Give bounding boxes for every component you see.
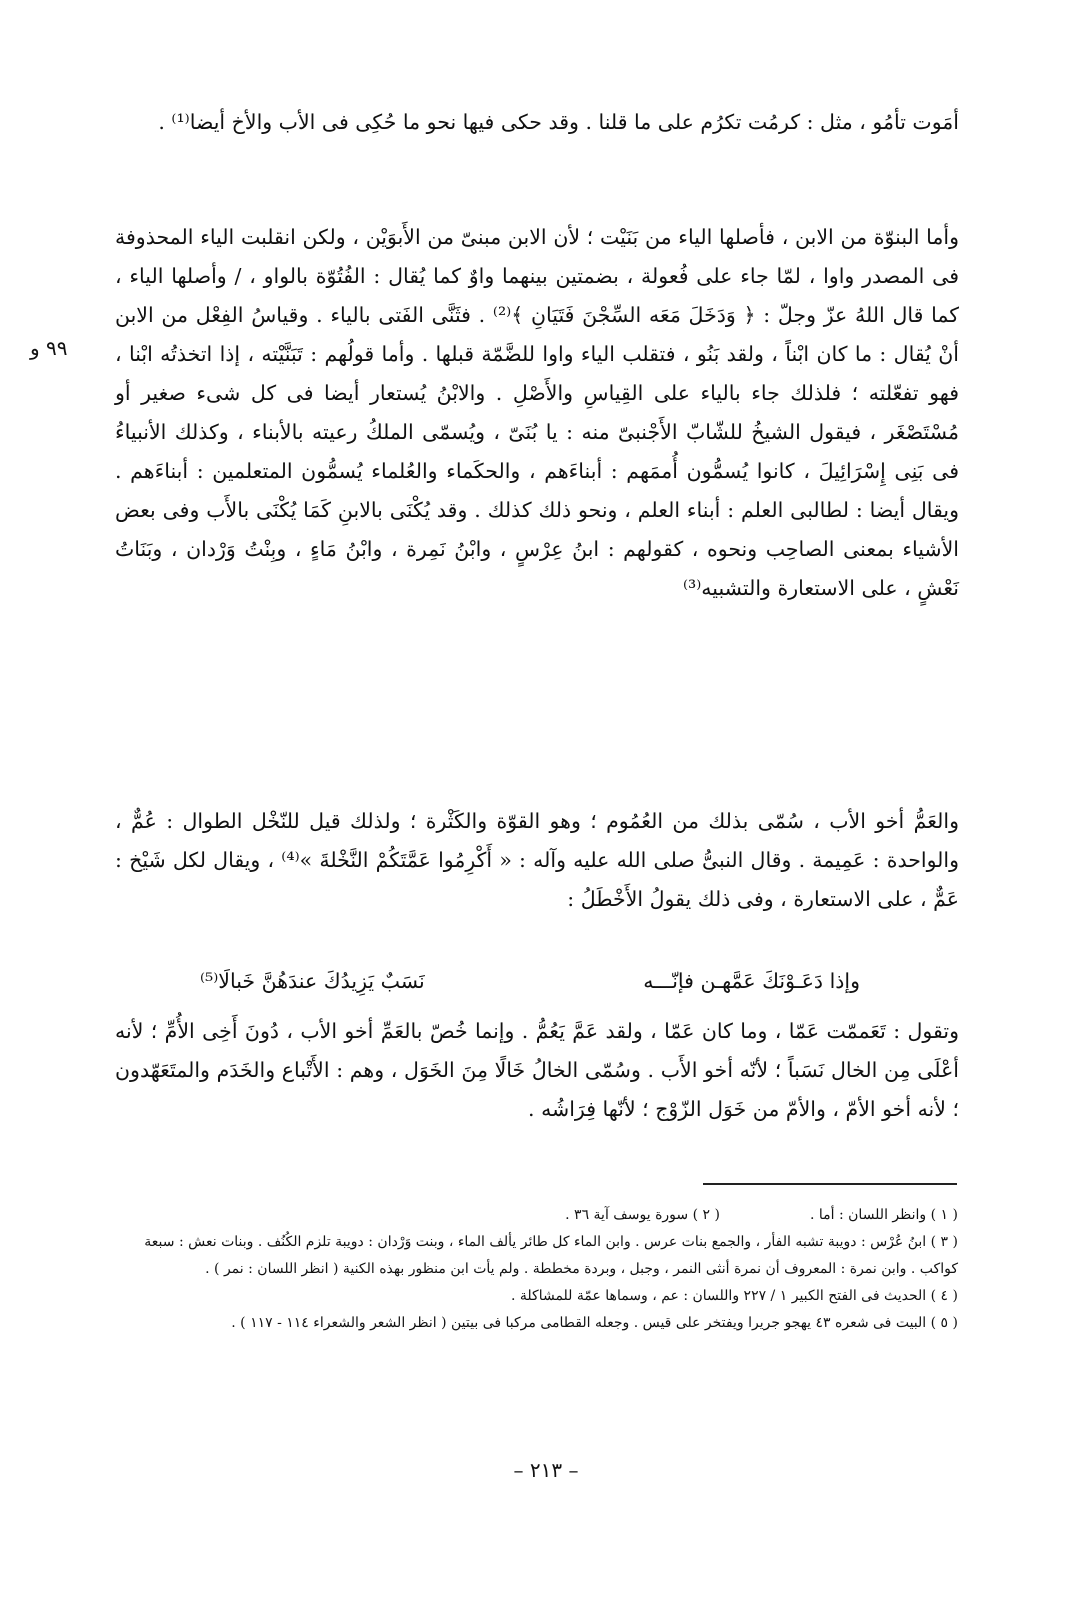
page-number: – ٢١٣ –: [513, 1458, 579, 1482]
manuscript-folio-note: ٩٩ و: [30, 336, 68, 360]
paragraph-2-text: وأما البنوّة من الابن ، فأصلها الياء من بَنَيْت ؛ لأن الابن مبنىّ من الأَبوَيْن ، ولكن انقلبت الياء المحذوفة فى المصدر واوا ، لمّا جاء على فُعولة ، بضمتين بينهما واوٌ كما يُقال : الفُتُوّة بالواو ، / وأصلها الياء ، كما قال اللهُ عزّ وجلّ : ﴿ وَدَخَلَ مَعَه السِّجْنَ فَتَيَانِ ﴾⁽²⁾ . فثَنَّى الفَتى بالياء . وقياسُ الفِعْل من الابن أنْ يُقال : ما كان ابْناً ، ولقد بَنُو ، فتقلب الياء واوا للضَّمّة قبلها . وأما قولُهم : تَبَنَّيْته ، إذا اتخذتُه ابْنا ، فهو تفعّلته ؛ فلذلك جاء بالياء على القِياسِ والأَصْلِ . والابْنُ يُستعار أيضا فى كل شىء صغير أو مُسْتَصْغَر ، فيقول الشيخُ للشّابّ الأَجْنبىّ منه : يا بُنَىّ ، ويُسمّى الملكُ رعيته بالأبناء ، وكذلك الأنبياءُ فى بَنِى إِسْرَائِيلَ ، كانوا يُسمُّون أُممَهم : أبناءَهم ، والحكَماء والعُلماء يُسمُّون المتعلمين : أبناءَهم . ويقال أيضا : لطالبى العلم : أبناء العلم ، ونحو ذلك كذلك . وقد يُكْنَى بالابنِ كَمَا يُكْنَى بالأَب وفى بعض الأشياء بمعنى الصاحِب ونحوه ، كقولهم : ابنُ عِرْسٍ ، وابْنُ نَمِرة ، وابْنُ مَاءٍ ، وبِنْتُ وَرْدان ، وبَنَاتُ نَعْشٍ ، على الاستعارة والتشبيه⁽³⁾: [115, 225, 959, 600]
paragraph-2: [115, 218, 959, 608]
paragraph-1-text: أمَوت تأمُو ، مثل : كرمُت تكرُم على ما قلنا . وقد حكى فيها نحو ما حُكِى فى الأب والأخ أيضا⁽¹⁾ .: [158, 110, 959, 134]
verse-second-hemistich: نَسَبٌ يَزِيدُكَ عندَهُنَّ خَبالَا⁽⁵⁾: [200, 969, 425, 993]
footnote-2: ( ٢ ) سورة يوسف آية ٣٦ .: [565, 1207, 720, 1223]
footnote-5: ( ٥ ) البيت فى شعره ٤٣ يهجو جريرا ويفتخر على قيس . وجعله القطامى مركبا فى بيتين ( انظر الشعر والشعراء ١١٤ - ١١٧ ) .: [231, 1315, 958, 1331]
footnote-row-1-2: [112, 1202, 958, 1229]
paragraph-4: [115, 1012, 959, 1129]
footnote-divider: [703, 1183, 957, 1185]
verse-first-hemistich: وإذا دَعَـوْنَكَ عَمَّهـن فإنّـــه: [643, 969, 860, 993]
paragraph-4-text: وتقول : تَعَممّت عَمّا ، وما كان عَمّا ، ولقد عَمَّ يَعُمُّ . وإنما خُصّ بالعَمِّ أخو الأب ، دُونَ أَخِى الأُمِّ ؛ لأنه أعْلَى مِن الخال نَسَباً ؛ لأنّه أخو الأَب . وسُمّى الخالُ خَالًا مِنَ الخَوَل ، وهم : الأَتْباع والخَدَم والمتَعَهّدون ؛ لأنه أخو الأمّ ، والأمّ من خَوَل الزّوْج ؛ لأنّها فِرَاشُه .: [115, 1019, 959, 1121]
footnote-1: ( ١ ) وانظر اللسان : أما .: [809, 1207, 958, 1223]
poetry-verse: [200, 962, 860, 1001]
footnote-4: ( ٤ ) الحديث فى الفتح الكبير ١ / ٢٢٧ واللسان : عم ، وسماها عمّة للمشاكلة .: [510, 1288, 958, 1304]
paragraph-3: [115, 802, 959, 919]
footnotes-section: [112, 1202, 958, 1337]
paragraph-1: [115, 103, 959, 142]
paragraph-3-text: والعَمُّ أخو الأب ، سُمّى بذلك من العُمُوم ؛ وهو القوّة والكَثْرة ؛ ولذلك قيل للنّخْل الطوال : عُمٌّ ، والواحدة : عَمِيمة . وقال النبىُّ صلى الله عليه وآله : « أَكْرِمُوا عَمَّتَكُمْ النَّخْلةَ »⁽⁴⁾ ، ويقال لكل شَيْخ : عَمٌّ ، على الاستعارة ، وفى ذلك يقولُ الأَخْطَلُ :: [115, 809, 960, 911]
footnote-3: ( ٣ ) ابنُ عُرْس : دويبة تشبه الفأر ، والجمع بنات عرس . وابن الماء كل طائر يألف الماء ، وبنت وَرْدان : دويبة تلزم الكُنُف . وبنات نعش : سبعة كواكب . وابن نمرة : المعروف أن نمرة أنثى النمر ، وجبل ، وبردة مخططة . ولم يأت ابن منظور بهذه الكنية ( انظر اللسان : نمر ) .: [144, 1234, 958, 1277]
